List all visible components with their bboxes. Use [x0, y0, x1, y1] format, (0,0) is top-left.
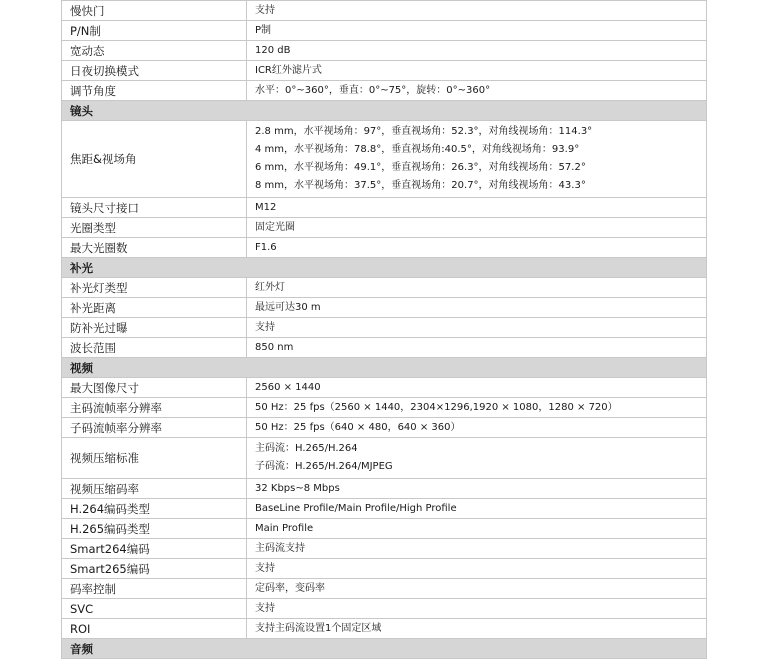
spec-row: [62, 198, 707, 218]
spec-value-line: 支持: [255, 321, 275, 333]
spec-key: 视频压缩标准: [62, 438, 247, 479]
spec-row: [62, 418, 707, 438]
section-header-row: [62, 358, 707, 378]
spec-value: [247, 41, 707, 61]
spec-value-line: 水平：0°~360°，垂直：0°~75°，旋转：0°~360°: [255, 84, 491, 96]
spec-value: [247, 418, 707, 438]
spec-key: 镜头尺寸接口: [62, 198, 247, 218]
spec-value-line: ICR红外滤片式: [255, 64, 322, 76]
spec-value-line: 红外灯: [255, 281, 285, 293]
spec-value: [247, 539, 707, 559]
spec-row: [62, 61, 707, 81]
spec-value-line: 支持主码流设置1个固定区域: [255, 622, 382, 634]
spec-value-line: F1.6: [255, 241, 277, 253]
spec-value: [247, 579, 707, 599]
spec-value-line: 定码率，变码率: [255, 582, 325, 594]
spec-value: [247, 338, 707, 358]
spec-value-line: 支持: [255, 562, 275, 574]
section-title: 补光: [62, 258, 707, 278]
spec-key: 日夜切换模式: [62, 61, 247, 81]
spec-key: 光圈类型: [62, 218, 247, 238]
spec-row: [62, 479, 707, 499]
spec-value: [247, 21, 707, 41]
spec-value-line: 固定光圈: [255, 221, 295, 233]
spec-value: [247, 398, 707, 418]
spec-value-line: 子码流：H.265/H.264/MJPEG: [255, 461, 393, 472]
spec-key: Smart264编码: [62, 539, 247, 559]
spec-key: Smart265编码: [62, 559, 247, 579]
section-title: 视频: [62, 358, 707, 378]
spec-value: [247, 559, 707, 579]
spec-value-line: BaseLine Profile/Main Profile/High Profile: [255, 502, 457, 514]
spec-value-line: 2560 × 1440: [255, 381, 321, 393]
spec-row: [62, 338, 707, 358]
spec-key: 慢快门: [62, 1, 247, 21]
spec-row: [62, 579, 707, 599]
spec-key: 宽动态: [62, 41, 247, 61]
spec-row: [62, 499, 707, 519]
spec-value: [247, 1, 707, 21]
spec-value: [247, 499, 707, 519]
spec-key: SVC: [62, 599, 247, 619]
spec-key: 视频压缩码率: [62, 479, 247, 499]
spec-key: 最大光圈数: [62, 238, 247, 258]
spec-value: [247, 218, 707, 238]
spec-value: [247, 61, 707, 81]
spec-row: [62, 378, 707, 398]
spec-key: 子码流帧率分辨率: [62, 418, 247, 438]
spec-value-line: 32 Kbps~8 Mbps: [255, 482, 340, 494]
spec-key: 波长范围: [62, 338, 247, 358]
spec-value: [247, 479, 707, 499]
spec-key: 防补光过曝: [62, 318, 247, 338]
spec-key: H.265编码类型: [62, 519, 247, 539]
spec-value-line: M12: [255, 201, 277, 213]
spec-value: [247, 198, 707, 218]
spec-value: [247, 278, 707, 298]
spec-value: [247, 619, 707, 639]
spec-key: H.264编码类型: [62, 499, 247, 519]
spec-key: 最大图像尺寸: [62, 378, 247, 398]
spec-value-line: 120 dB: [255, 44, 291, 56]
spec-row: [62, 218, 707, 238]
spec-value-line: 支持: [255, 4, 275, 16]
spec-value-line: 主码流支持: [255, 542, 305, 554]
spec-key: 焦距&视场角: [62, 121, 247, 198]
spec-value: [247, 81, 707, 101]
spec-row: [62, 298, 707, 318]
spec-key: 主码流帧率分辨率: [62, 398, 247, 418]
spec-key: P/N制: [62, 21, 247, 41]
spec-row: [62, 81, 707, 101]
section-header-row: [62, 101, 707, 121]
spec-row: [62, 519, 707, 539]
spec-row: [62, 438, 707, 479]
spec-value-line: Main Profile: [255, 522, 314, 534]
spec-value-line: 4 mm，水平视场角：78.8°，垂直视场角:40.5°，对角线视场角：93.9°: [255, 144, 580, 155]
section-title: 镜头: [62, 101, 707, 121]
spec-value-line: 6 mm，水平视场角：49.1°，垂直视场角：26.3°，对角线视场角：57.2°: [255, 162, 586, 173]
spec-table: [61, 0, 707, 659]
spec-row: [62, 278, 707, 298]
spec-value-line: 最远可达30 m: [255, 301, 321, 313]
spec-value-line: 主码流：H.265/H.264: [255, 443, 358, 454]
spec-row: [62, 318, 707, 338]
spec-row: [62, 41, 707, 61]
spec-value: [247, 519, 707, 539]
spec-value-line: 支持: [255, 602, 275, 614]
spec-row: [62, 1, 707, 21]
spec-value-line: 50 Hz：25 fps（640 × 480，640 × 360）: [255, 421, 461, 433]
spec-value: [247, 121, 707, 198]
spec-row: [62, 539, 707, 559]
spec-value: [247, 298, 707, 318]
spec-value: [247, 378, 707, 398]
spec-value: [247, 318, 707, 338]
spec-value-line: 2.8 mm，水平视场角：97°，垂直视场角：52.3°，对角线视场角：114.3°: [255, 126, 593, 137]
spec-row: [62, 398, 707, 418]
spec-key: 补光距离: [62, 298, 247, 318]
spec-row: [62, 21, 707, 41]
spec-table-body: [62, 1, 707, 659]
section-header-row: [62, 639, 707, 659]
spec-key: ROI: [62, 619, 247, 639]
spec-value: [247, 438, 707, 479]
spec-row: [62, 121, 707, 198]
spec-value: [247, 599, 707, 619]
spec-value: [247, 238, 707, 258]
spec-value-line: 8 mm，水平视场角：37.5°，垂直视场角：20.7°，对角线视场角：43.3°: [255, 180, 586, 191]
spec-row: [62, 599, 707, 619]
spec-value-line: 50 Hz：25 fps（2560 × 1440，2304×1296,1920 × 1080，1280 × 720）: [255, 401, 618, 413]
spec-key: 码率控制: [62, 579, 247, 599]
section-header-row: [62, 258, 707, 278]
spec-value-line: 850 nm: [255, 341, 294, 353]
spec-key: 调节角度: [62, 81, 247, 101]
spec-key: 补光灯类型: [62, 278, 247, 298]
spec-row: [62, 238, 707, 258]
spec-row: [62, 619, 707, 639]
spec-value-line: P制: [255, 24, 272, 36]
spec-row: [62, 559, 707, 579]
section-title: 音频: [62, 639, 707, 659]
